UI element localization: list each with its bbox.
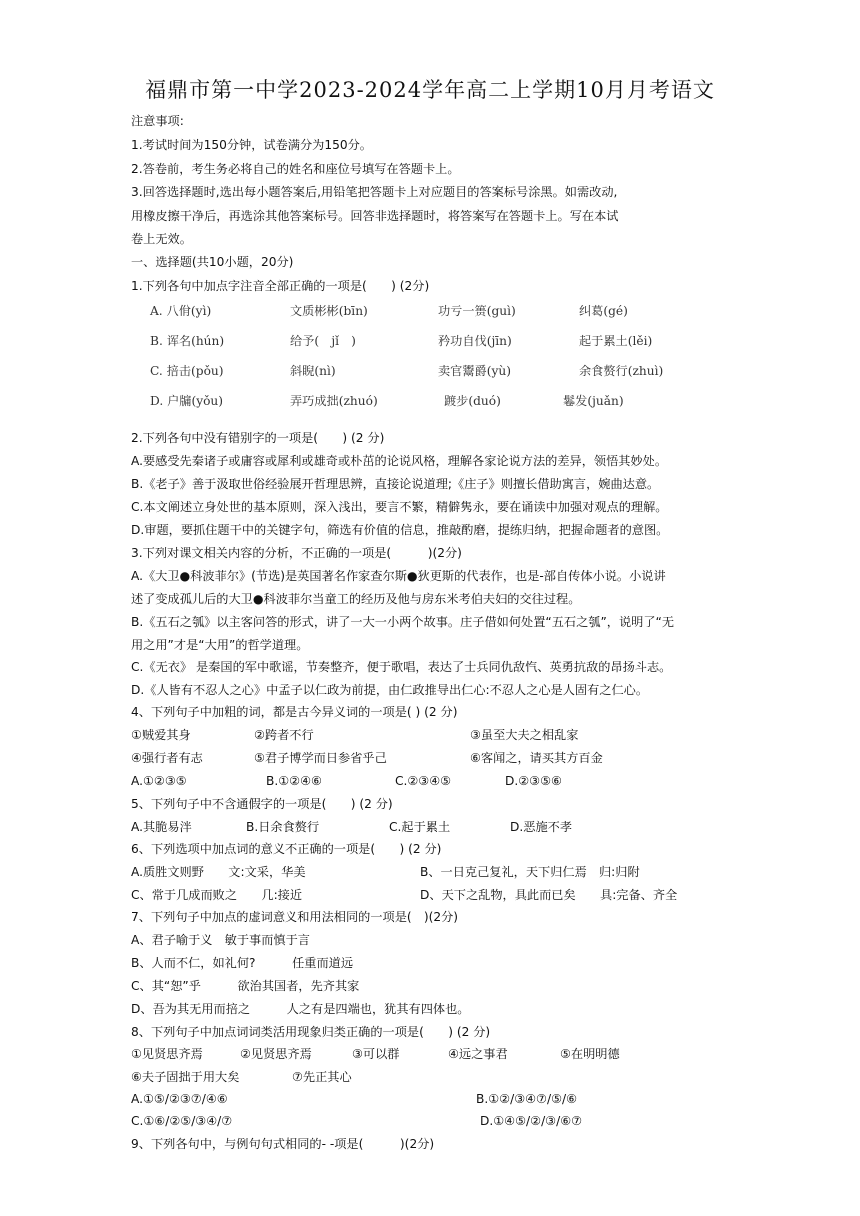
q1-option: C. 掊击(pǒu) — [150, 364, 224, 378]
q8-item: ④远之事君 — [448, 1047, 508, 1061]
question-7-stem: 7、下列句子中加点的虚词意义和用法相同的一项是( )(2分) — [131, 910, 459, 924]
q8-item: ⑦先正其心 — [292, 1070, 352, 1084]
q5-answer: A.其脆易泮 — [131, 820, 192, 834]
q2-option: D.审题，要抓住题干中的关键字句，筛选有价值的信息，推敲酌磨，提练归纳，把握命题者的意图。 — [131, 523, 669, 537]
q4-item: ①贼爱其身 — [131, 728, 191, 742]
q8-answer: B.①②/③④⑦/⑤/⑥ — [476, 1092, 578, 1106]
question-2-stem: 2.下列各句中没有错别字的一项是( ) (2 分) — [131, 431, 385, 445]
q7-option: C、其“恕”乎 欲治其国者，先齐其家 — [131, 979, 360, 993]
q3-option: 用之用”才是“大用”的哲学道理。 — [131, 638, 309, 652]
q3-option: B.《五石之瓠》以主客问答的形式，讲了一大一小两个故事。庄子借如何处置“五石之瓠”，说明了“无 — [131, 615, 675, 629]
q1-option: 余食赘行(zhuì) — [579, 364, 664, 378]
q5-answer: C.起于累土 — [389, 820, 451, 834]
q8-item: ②见贤思齐焉 — [240, 1047, 312, 1061]
q6-option: D、天下之乱物，具此而已矣 具:完备、齐全 — [420, 888, 678, 902]
question-3-stem: 3.下列对课文相关内容的分析，不正确的一项是( )(2分) — [131, 546, 462, 560]
q3-option: D.《人皆有不忍人之心》中孟子以仁政为前提，由仁政推导出仁心:不忍人之心是人固有之仁心。 — [131, 683, 649, 697]
q8-item: ③可以群 — [352, 1047, 400, 1061]
q4-answer: D.②③⑤⑥ — [505, 774, 562, 788]
q8-item: ⑥夫子固拙于用大矣 — [131, 1070, 240, 1084]
q7-option: A、君子喻于义 敏于事而慎于言 — [131, 933, 310, 947]
notes-heading: 注意事项: — [131, 114, 184, 128]
question-4-stem: 4、下列句子中加粗的词，都是古今异义词的一项是( ) (2 分) — [131, 705, 458, 719]
section-heading: 一、选择题(共10小题，20分) — [131, 255, 294, 269]
q1-option: 弄巧成拙(zhuó) — [290, 394, 378, 408]
question-9-stem: 9、下列各句中，与例句句式相同的- -项是( )(2分) — [131, 1137, 435, 1151]
q6-option: A.质胜文则野 文:文采，华美 — [131, 865, 306, 879]
question-1-stem: 1.下列各句中加点字注音全部正确的一项是( ) (2分) — [131, 279, 430, 293]
q5-answer: B.日余食赘行 — [246, 820, 320, 834]
q1-option: 起于累土(lěi) — [579, 334, 653, 348]
q7-option: B、人而不仁，如礼何? 任重而道远 — [131, 956, 354, 970]
notes-item: 3.回答选择题时,选出每小题答案后,用铅笔把答题卡上对应题目的答案标号涂黑。如需改动, — [131, 185, 618, 199]
q3-option: A.《大卫●科波菲尔》(节选)是英国著名作家查尔斯●狄更斯的代表作，也是-部自传体小说。小说讲 — [131, 569, 666, 583]
question-6-stem: 6、下列选项中加点词的意义不正确的一项是( ) (2 分) — [131, 842, 442, 856]
q8-answer: A.①⑤/②③⑦/④⑥ — [131, 1092, 228, 1106]
q1-option: 纠葛(gé) — [579, 304, 628, 318]
q1-option: 斜睨(nì) — [290, 364, 336, 378]
q3-option: 述了变成孤儿后的大卫●科波菲尔当童工的经历及他与房东米考伯夫妇的交往过程。 — [131, 592, 581, 606]
q2-option: A.要感受先秦诸子或庸容或犀利或雄奇或朴茁的论说风格，理解各家论说方法的差异，领悟其妙处。 — [131, 454, 668, 468]
notes-item: 2.答卷前，考生务必将自己的姓名和座位号填写在答题卡上。 — [131, 162, 460, 176]
q4-answer: C.②③④⑤ — [395, 774, 452, 788]
q4-item: ③虽至大夫之相乱家 — [470, 728, 579, 742]
q3-option: C.《无衣》 是秦国的军中歌谣，节奏整齐，便于歌唱，表达了士兵同仇敌忾、英勇抗敌的昂扬斗志。 — [131, 660, 672, 674]
page-title: 福鼎市第一中学2023-2024学年高二上学期10月月考语文 — [145, 78, 715, 102]
q4-item: ④强行者有志 — [131, 751, 203, 765]
q8-answer: D.①④⑤/②/③/⑥⑦ — [480, 1114, 583, 1128]
notes-item: 卷上无效。 — [131, 232, 192, 246]
q7-option: D、吾为其无用而掊之 人之有是四端也，犹其有四体也。 — [131, 1002, 470, 1016]
q8-answer: C.①⑥/②⑤/③④/⑦ — [131, 1114, 233, 1128]
q1-option: 文质彬彬(bīn) — [290, 304, 368, 318]
q5-answer: D.恶施不孝 — [510, 820, 573, 834]
q4-answer: B.①②④⑥ — [266, 774, 322, 788]
q6-option: B、一日克己复礼，天下归仁焉 归:归附 — [420, 865, 640, 879]
q1-option: 功亏一篑(guì) — [438, 304, 516, 318]
q1-option: 给予( jǐ ) — [290, 334, 356, 348]
question-8-stem: 8、下列句子中加点词词类活用现象归类正确的一项是( ) (2 分) — [131, 1025, 491, 1039]
q8-item: ①见贤思齐焉 — [131, 1047, 203, 1061]
q4-answer: A.①②③⑤ — [131, 774, 187, 788]
notes-item: 用橡皮擦干净后，再选涂其他答案标号。回答非选择题时，将答案写在答题卡上。写在本试 — [131, 209, 619, 223]
q1-option: 踱步(duó) — [444, 394, 501, 408]
q2-option: B.《老子》善于汲取世俗经验展开哲理思辨，直接论说道理;《庄子》则擅长借助寓言，婉曲达意。 — [131, 477, 660, 491]
q1-option: 矜功自伐(jīn) — [438, 334, 512, 348]
q1-option: A. 八佾(yì) — [150, 304, 212, 318]
q4-item: ②跨者不行 — [254, 728, 314, 742]
q1-option: 卖官鬻爵(yù) — [438, 364, 511, 378]
q2-option: C.本文阐述立身处世的基本原则，深入浅出，要言不繁，精僻隽永，要在诵读中加强对观点的理解。 — [131, 500, 668, 514]
q4-item: ⑤君子博学而日参省乎己 — [254, 751, 387, 765]
q1-option: B. 诨名(hún) — [150, 334, 225, 348]
question-5-stem: 5、下列句子中不含通假字的一项是( ) (2 分) — [131, 797, 393, 811]
q1-option: 鬈发(juǎn) — [563, 394, 624, 408]
q4-item: ⑥客闻之，请买其方百金 — [470, 751, 603, 765]
notes-item: 1.考试时间为150分钟，试卷满分为150分。 — [131, 138, 372, 152]
q6-option: C、常于几成而败之 几:接近 — [131, 888, 303, 902]
q8-item: ⑤在明明德 — [560, 1047, 620, 1061]
q1-option: D. 户牖(yǒu) — [150, 394, 224, 408]
